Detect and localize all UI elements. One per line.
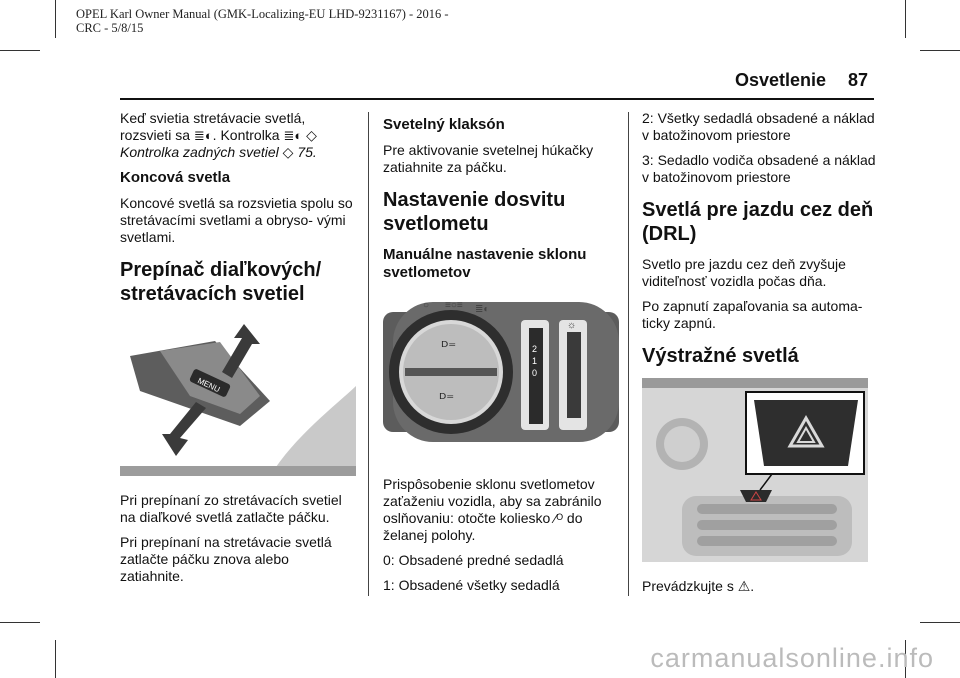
- paragraph-drl-2: Po zapnutí zapaľovania sa automa- ticky zapnú.: [642, 298, 863, 331]
- paragraph-hazard: Prevádzkujte s ⚠.: [642, 578, 755, 594]
- page-number: 87: [848, 70, 869, 90]
- section-title: Osvetlenie: [735, 70, 827, 90]
- hazard-triangle-icon: ⚠: [737, 578, 751, 594]
- headlight-range-icon: ⁄ᴼ: [554, 511, 564, 526]
- stalk-menu-label: MENU: [196, 376, 222, 395]
- fog-light-icon: [441, 338, 456, 356]
- column-separator: [628, 112, 629, 596]
- heading-beam-switch: Prepínač diaľkových/ stretávacích svetiel: [120, 259, 322, 305]
- paragraph-drl-1: Svetlo pre jazdu cez deň zvyšuje viditeľnosť vozidla počas dňa.: [642, 256, 846, 289]
- crop-mark: [905, 0, 906, 38]
- wheel-label: 0: [532, 368, 538, 378]
- paragraph-high-beam: Pri prepínaní zo stretávacích svetiel na diaľkové svetlá zatlačte páčku.: [120, 492, 342, 525]
- column-1: [120, 110, 356, 593]
- svg-text:ᴰ⁼: ᴰ⁼: [439, 390, 455, 408]
- heading-hazard: Výstražné svetlá: [642, 345, 799, 367]
- paragraph-low-beam: Pri prepínaní na stretávacie svetlá zatlačte páčku znova alebo zatiahnite.: [120, 534, 332, 584]
- heading-manual-range: Manuálne nastavenie sklonu svetlometov: [383, 246, 587, 281]
- crop-mark: [0, 622, 40, 623]
- column-2: [383, 110, 619, 602]
- stalk-figure: [120, 316, 356, 476]
- column-separator: [368, 112, 369, 596]
- heading-range: Nastavenie dosvitu svetlometu: [383, 189, 566, 235]
- paragraph-range-adjust: Prispôsobenie sklonu svetlometov zaťaženiu vozidla, aby sa zabránilo oslňovaniu: otočte koliesko ⁄ᴼ do želanej polohy.: [383, 476, 602, 543]
- wheel-label: 1: [532, 356, 538, 366]
- paragraph-flash: Pre aktivovanie svetelnej húkačky zatiahnite za páčku.: [383, 142, 594, 175]
- reference-page[interactable]: 75: [297, 144, 313, 160]
- crop-mark: [55, 640, 56, 678]
- heading-drl: Svetlá pre jazdu cez deň (DRL): [642, 199, 874, 245]
- watermark: carmanualsonline.info: [650, 643, 934, 673]
- paragraph-position-1: 1: Obsadené všetky sedadlá: [383, 577, 560, 593]
- hazard-figure: [642, 378, 868, 562]
- paragraph-position-2: 2: Všetky sedadlá obsadené a náklad v batožinovom priestore: [642, 110, 875, 143]
- cross-reference[interactable]: Kontrolka zadných svetiel: [120, 144, 279, 160]
- crop-mark: [55, 0, 56, 38]
- crop-mark: [0, 50, 40, 51]
- print-header-line1: OPEL Karl Owner Manual (GMK-Localizing-EU LHD-9231167) - 2016 -: [76, 7, 449, 21]
- headlight-range-wheel: [532, 344, 537, 378]
- low-beam-position-icon: ≣◐: [475, 304, 490, 315]
- svg-text:ᴰ⁼: ᴰ⁼: [441, 338, 457, 356]
- heading-tail-lights: Koncová svetla: [120, 169, 231, 186]
- switch-off-icon: ○: [423, 300, 430, 311]
- header-rule: [120, 98, 874, 100]
- reference-icon: ◇: [282, 144, 294, 160]
- lowbeam-icon: ≣◐: [193, 128, 213, 143]
- paragraph-lowbeam: Keď svietia stretávacie svetlá, rozsvieti sa ≣◐. Kontrolka ≣◐ ◇ Kontrolka zadných svetiel ◇ 75.: [120, 110, 317, 160]
- print-header: [76, 7, 449, 35]
- rear-fog-light-icon: [439, 390, 454, 408]
- heading-flash: Svetelný klaksón: [383, 116, 505, 133]
- running-head: [735, 70, 868, 91]
- paragraph-position-3: 3: Sedadlo vodiča obsadené a náklad v batožinovom priestore: [642, 152, 876, 185]
- wheel-label: 2: [532, 344, 538, 354]
- light-switch-figure: [383, 292, 619, 460]
- parking-light-icon: ≡○≡: [445, 300, 463, 311]
- crop-mark: [920, 50, 960, 51]
- paragraph-tail-lights: Koncové svetlá sa rozsvietia spolu so stretávacími svetlami a obryso- vými svetlami.: [120, 195, 353, 245]
- crop-mark: [920, 622, 960, 623]
- paragraph-position-0: 0: Obsadené predné sedadlá: [383, 552, 564, 568]
- reference-icon: ◇: [306, 127, 317, 143]
- brightness-icon: ☼: [567, 320, 577, 331]
- print-header-line2: CRC - 5/8/15: [76, 21, 144, 35]
- column-3: [642, 110, 878, 603]
- lowbeam-icon: ≣◐: [283, 128, 303, 143]
